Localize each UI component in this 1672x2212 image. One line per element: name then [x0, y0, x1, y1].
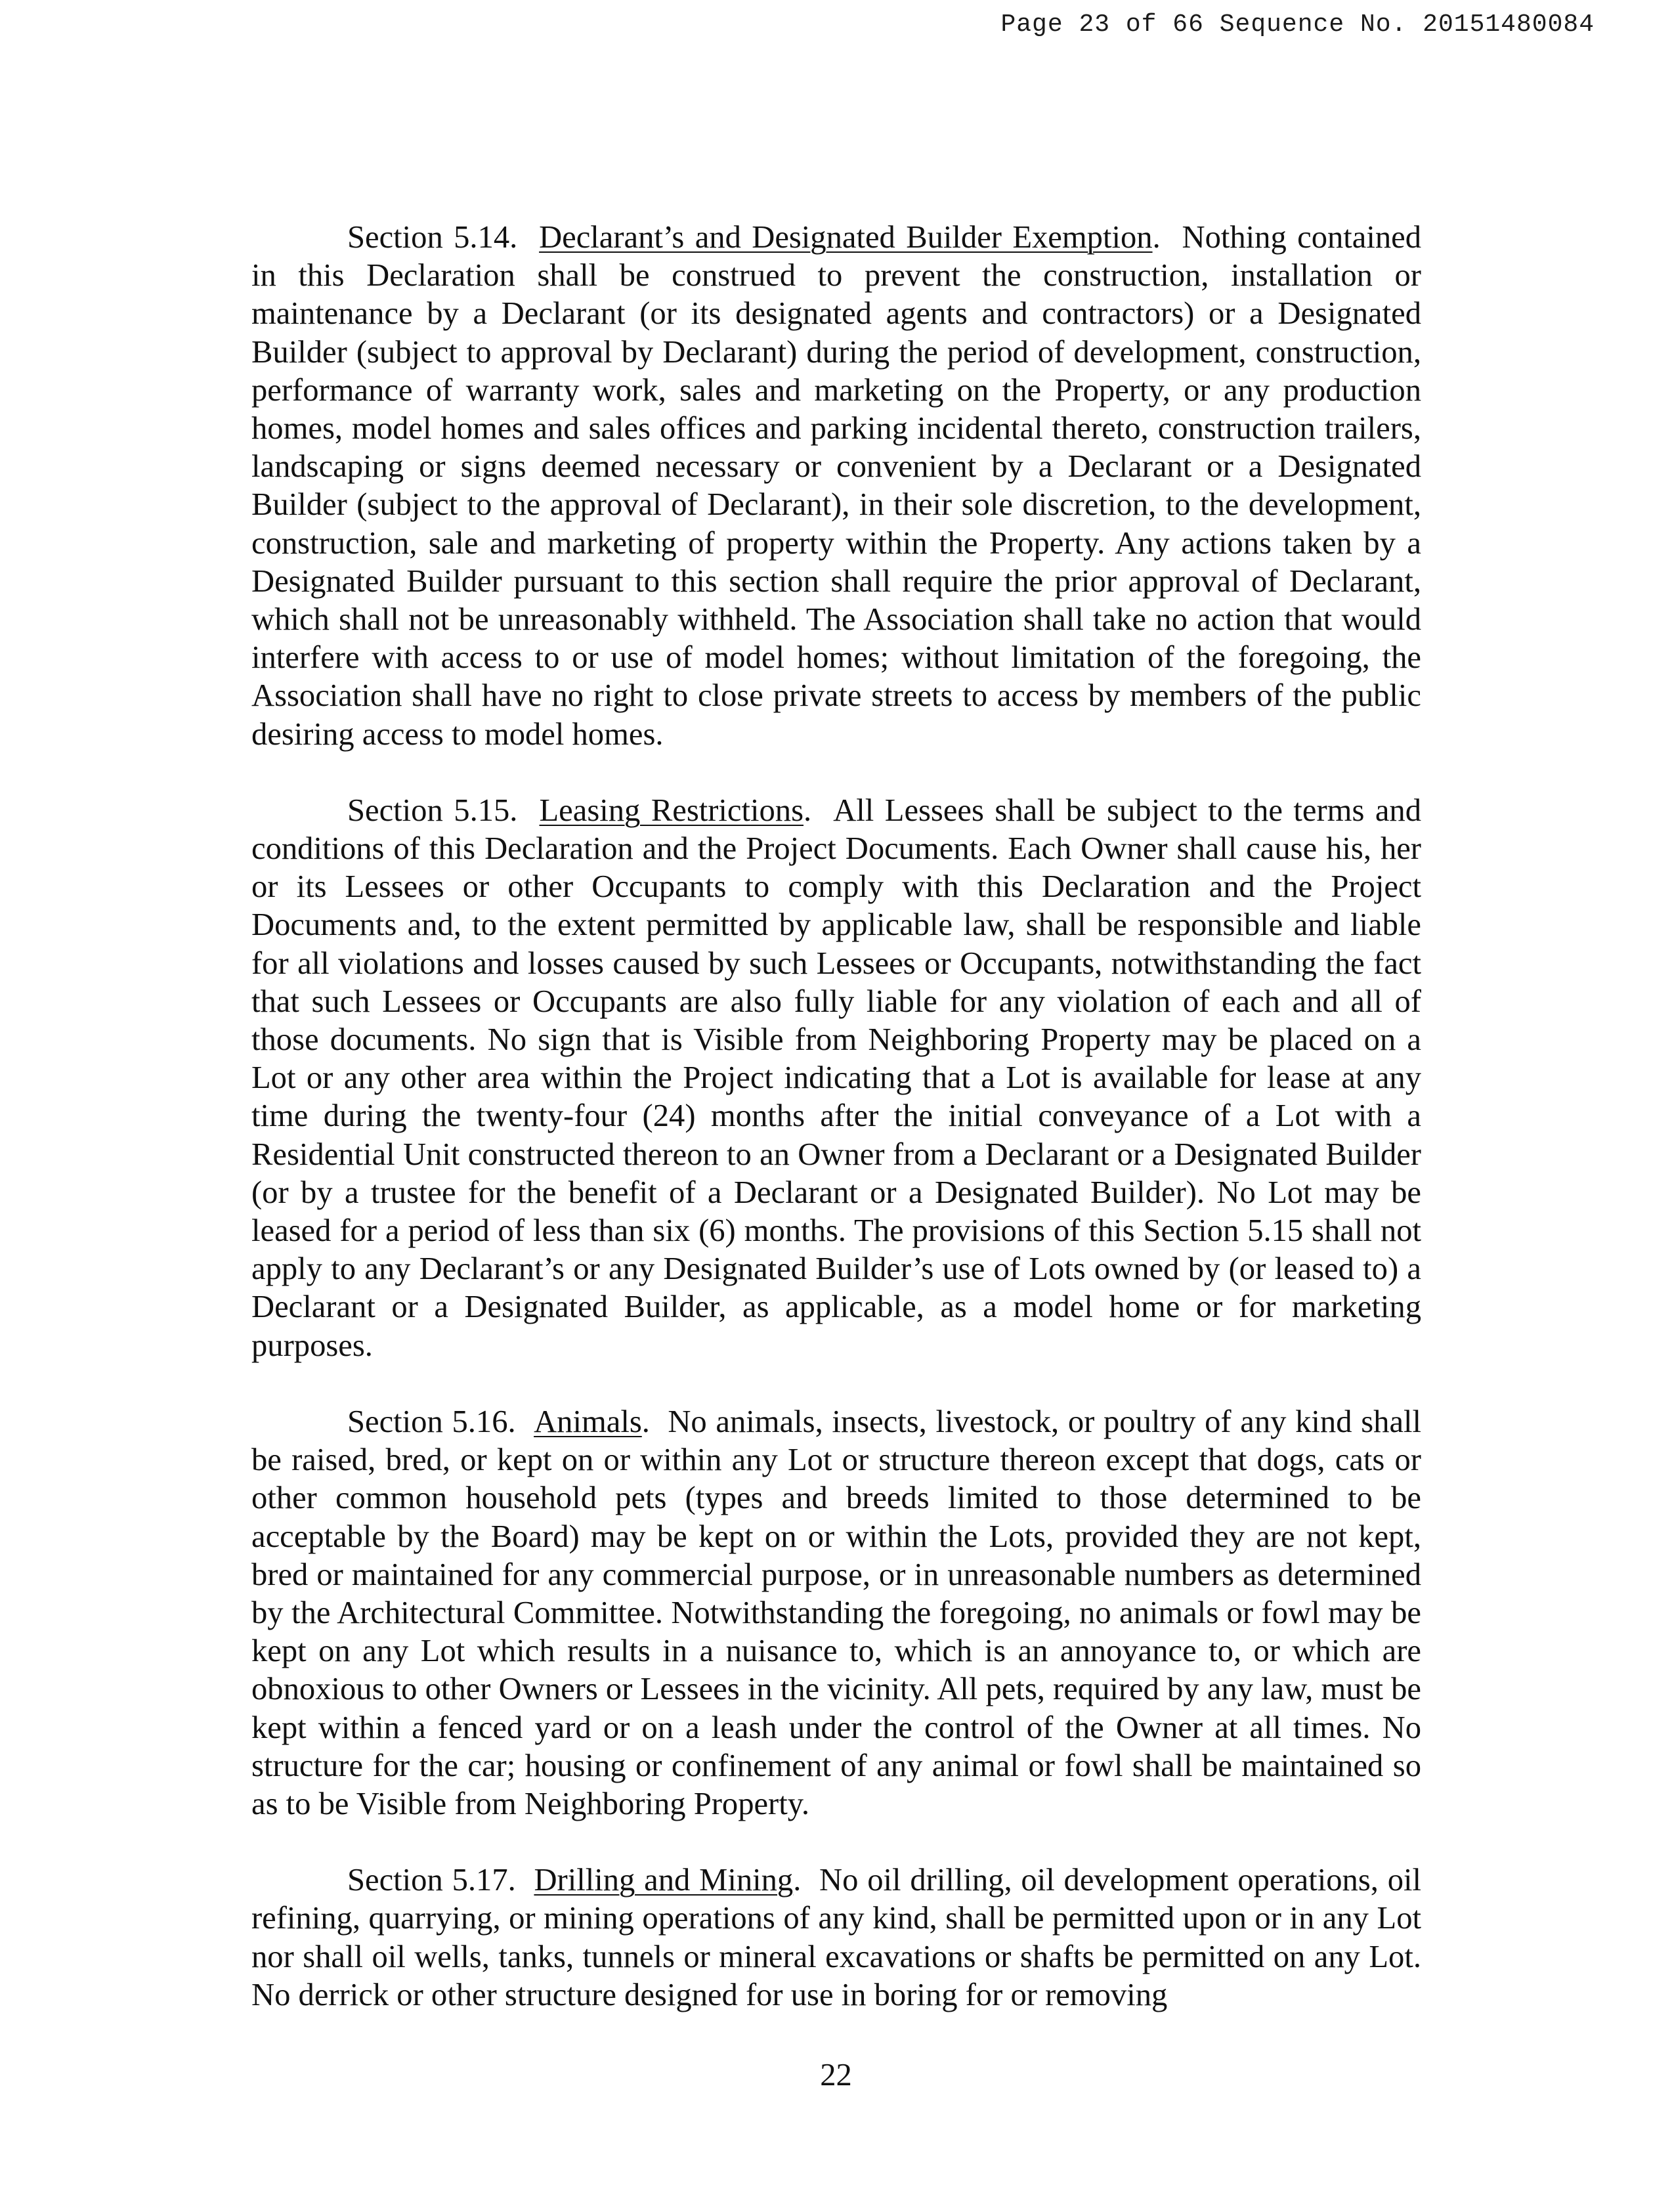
section-heading-punctuation: .: [641, 1403, 650, 1439]
section-number: Section 5.14.: [347, 219, 518, 255]
section-heading-punctuation: .: [793, 1862, 802, 1898]
section-heading-punctuation: .: [803, 792, 812, 828]
section-5-14: [251, 218, 1421, 753]
page-sequence-header: Page 23 of 66 Sequence No. 20151480084: [1000, 11, 1595, 39]
section-heading: Animals: [534, 1403, 642, 1439]
section-body: No oil drilling, oil development operations, oil refining, quarrying, or mining operations of any kind, shall be permitted upon or in any Lot nor shall oil wells, tanks, tunnels or mineral excavations or shafts be permitted on any Lot. No derrick or other structure designed for use in boring for or removing: [251, 1862, 1422, 2012]
section-number: Section 5.16.: [347, 1403, 516, 1439]
section-heading: Leasing Restrictions: [539, 792, 804, 828]
section-body: Nothing contained in this Declaration shall be construed to prevent the construction, installation or maintenance by a Declarant (or its designated agents and contractors) or a Designated Builder (subject to approval by Declarant) during the period of development, construction, performance of warranty work, sales and marketing on the Property, or any production homes, model homes and sales offices and parking incidental thereto, construction trailers, landscaping or signs deemed necessary or convenient by a Declarant or a Designated Builder (subject to the approval of Declarant), in their sole discretion, to the development, construction, sale and marketing of property within the Property. Any actions taken by a Designated Builder pursuant to this section shall require the prior approval of Declarant, which shall not be unreasonably withheld. The Association shall take no action that would interfere with access to or use of model homes; without limitation of the foregoing, the Association shall have no right to close private streets to access by members of the public desiring access to model homes.: [251, 219, 1422, 752]
section-5-16: [251, 1402, 1421, 1823]
page-number: 22: [820, 2057, 852, 2093]
section-number: Section 5.15.: [347, 792, 518, 828]
document-body: [251, 218, 1421, 2052]
section-body: All Lessees shall be subject to the terms and conditions of this Declaration and the Project Documents. Each Owner shall cause his, her or its Lessees or other Occupants to comply with this Declaration and the Project Documents and, to the extent permitted by applicable law, shall be responsible and liable for all violations and losses caused by such Lessees or Occupants, notwithstanding the fact that such Lessees or Occupants are also fully liable for any violation of each and all of those documents. No sign that is Visible from Neighboring Property may be placed on a Lot or any other area within the Project indicating that a Lot is available for lease at any time during the twenty-four (24) months after the initial conveyance of a Lot with a Residential Unit constructed thereon to an Owner from a Declarant or a Designated Builder (or by a trustee for the benefit of a Declarant or a Designated Builder). No Lot may be leased for a period of less than six (6) months. The provisions of this Section 5.15 shall not apply to any Declarant’s or any Designated Builder’s use of Lots owned by (or leased to) a Declarant or a Designated Builder, as applicable, as a model home or for marketing purposes.: [251, 792, 1422, 1363]
section-body: No animals, insects, livestock, or poultry of any kind shall be raised, bred, or kept on or within any Lot or structure thereon except that dogs, cats or other common household pets (types and breeds limited to those determined to be acceptable by the Board) may be kept on or within the Lots, provided they are not kept, bred or maintained for any commercial purpose, or in unreasonable numbers as determined by the Architectural Committee. Notwithstanding the foregoing, no animals or fowl may be kept on any Lot which results in a nuisance to, which is an annoyance to, or which are obnoxious to other Owners or Lessees in the vicinity. All pets, required by any law, must be kept within a fenced yard or on a leash under the control of the Owner at all times. No structure for the car; housing or confinement of any animal or fowl shall be maintained so as to be Visible from Neighboring Property.: [251, 1403, 1422, 1821]
section-heading-punctuation: .: [1152, 219, 1161, 255]
section-5-15: [251, 791, 1421, 1364]
section-5-17: [251, 1861, 1421, 2014]
section-heading: Declarant’s and Designated Builder Exemption: [539, 219, 1153, 255]
section-number: Section 5.17.: [347, 1862, 516, 1898]
section-heading: Drilling and Mining: [534, 1862, 794, 1898]
